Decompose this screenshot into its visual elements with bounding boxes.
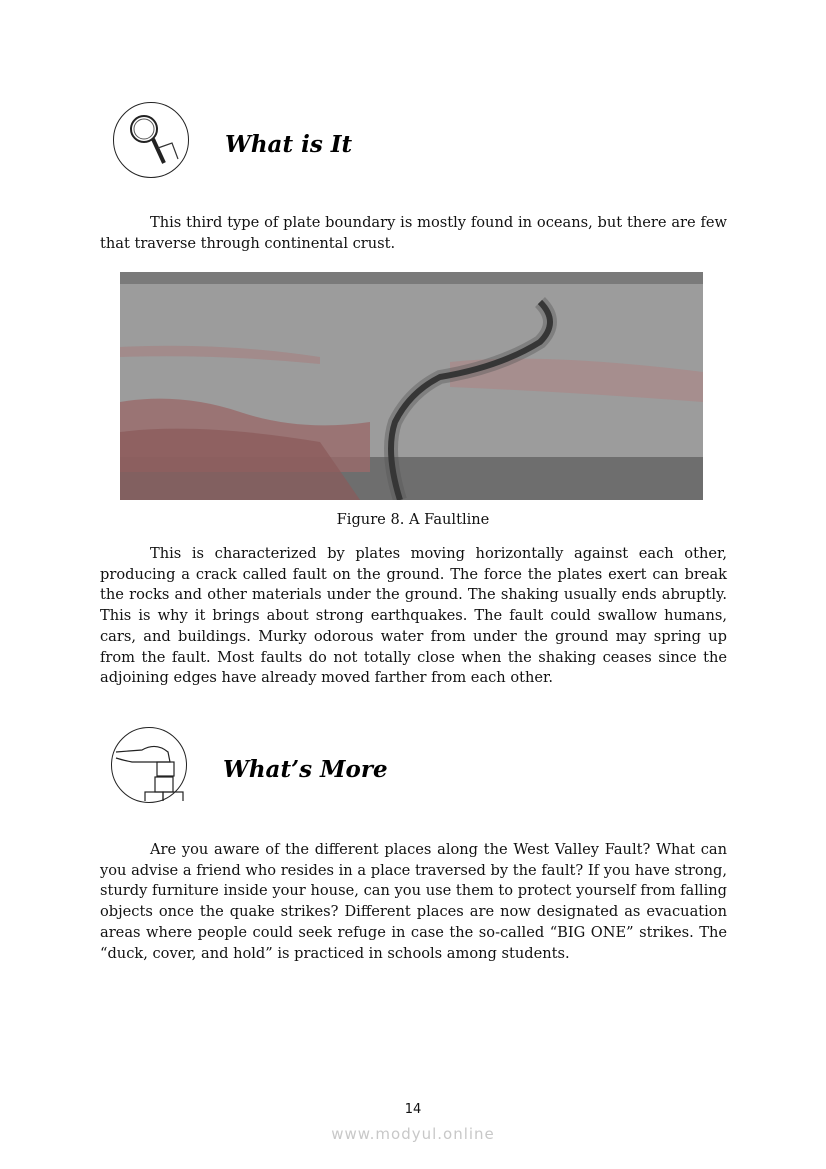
section-title-what-is-it: What is It bbox=[225, 131, 353, 158]
watermark: www.modyul.online bbox=[331, 1125, 495, 1143]
magnifying-glass-icon bbox=[113, 102, 189, 178]
figure-caption: Figure 8. A Faultline bbox=[336, 511, 490, 528]
body-paragraph: This is characterized by plates moving horizontally against each other, producing a crack called fault on the ground. The force the plates exert can break the rocks and other materials under the ground. The shaking usually ends abruptly. This is why it brings about strong earthquakes. The fault could swallow humans, cars, and buildings. Murky odorous water from under the ground may spring up from the fault. Most faults do not totally close when the shaking ceases since the adjoining edges have already moved farther from each other. bbox=[100, 545, 727, 687]
section-title-whats-more: What’s More bbox=[223, 756, 388, 783]
page-number: 14 bbox=[404, 1102, 422, 1117]
intro-paragraph: This third type of plate boundary is mostly found in oceans, but there are few that traverse through continental crust. bbox=[100, 214, 727, 252]
faultline-figure bbox=[120, 272, 703, 500]
stacking-blocks-icon bbox=[111, 727, 187, 803]
whats-more-paragraph: Are you aware of the different places along the West Valley Fault? What can you advise a friend who resides in a place traversed by the fault? If you have strong, sturdy furniture inside your house, can you use them to protect yourself from falling objects once the quake strikes? Different places are now designated as evacuation areas where people could seek refuge in case the so-called “BIG ONE” strikes. The “duck, cover, and hold” is practiced in schools among students. bbox=[100, 841, 727, 962]
